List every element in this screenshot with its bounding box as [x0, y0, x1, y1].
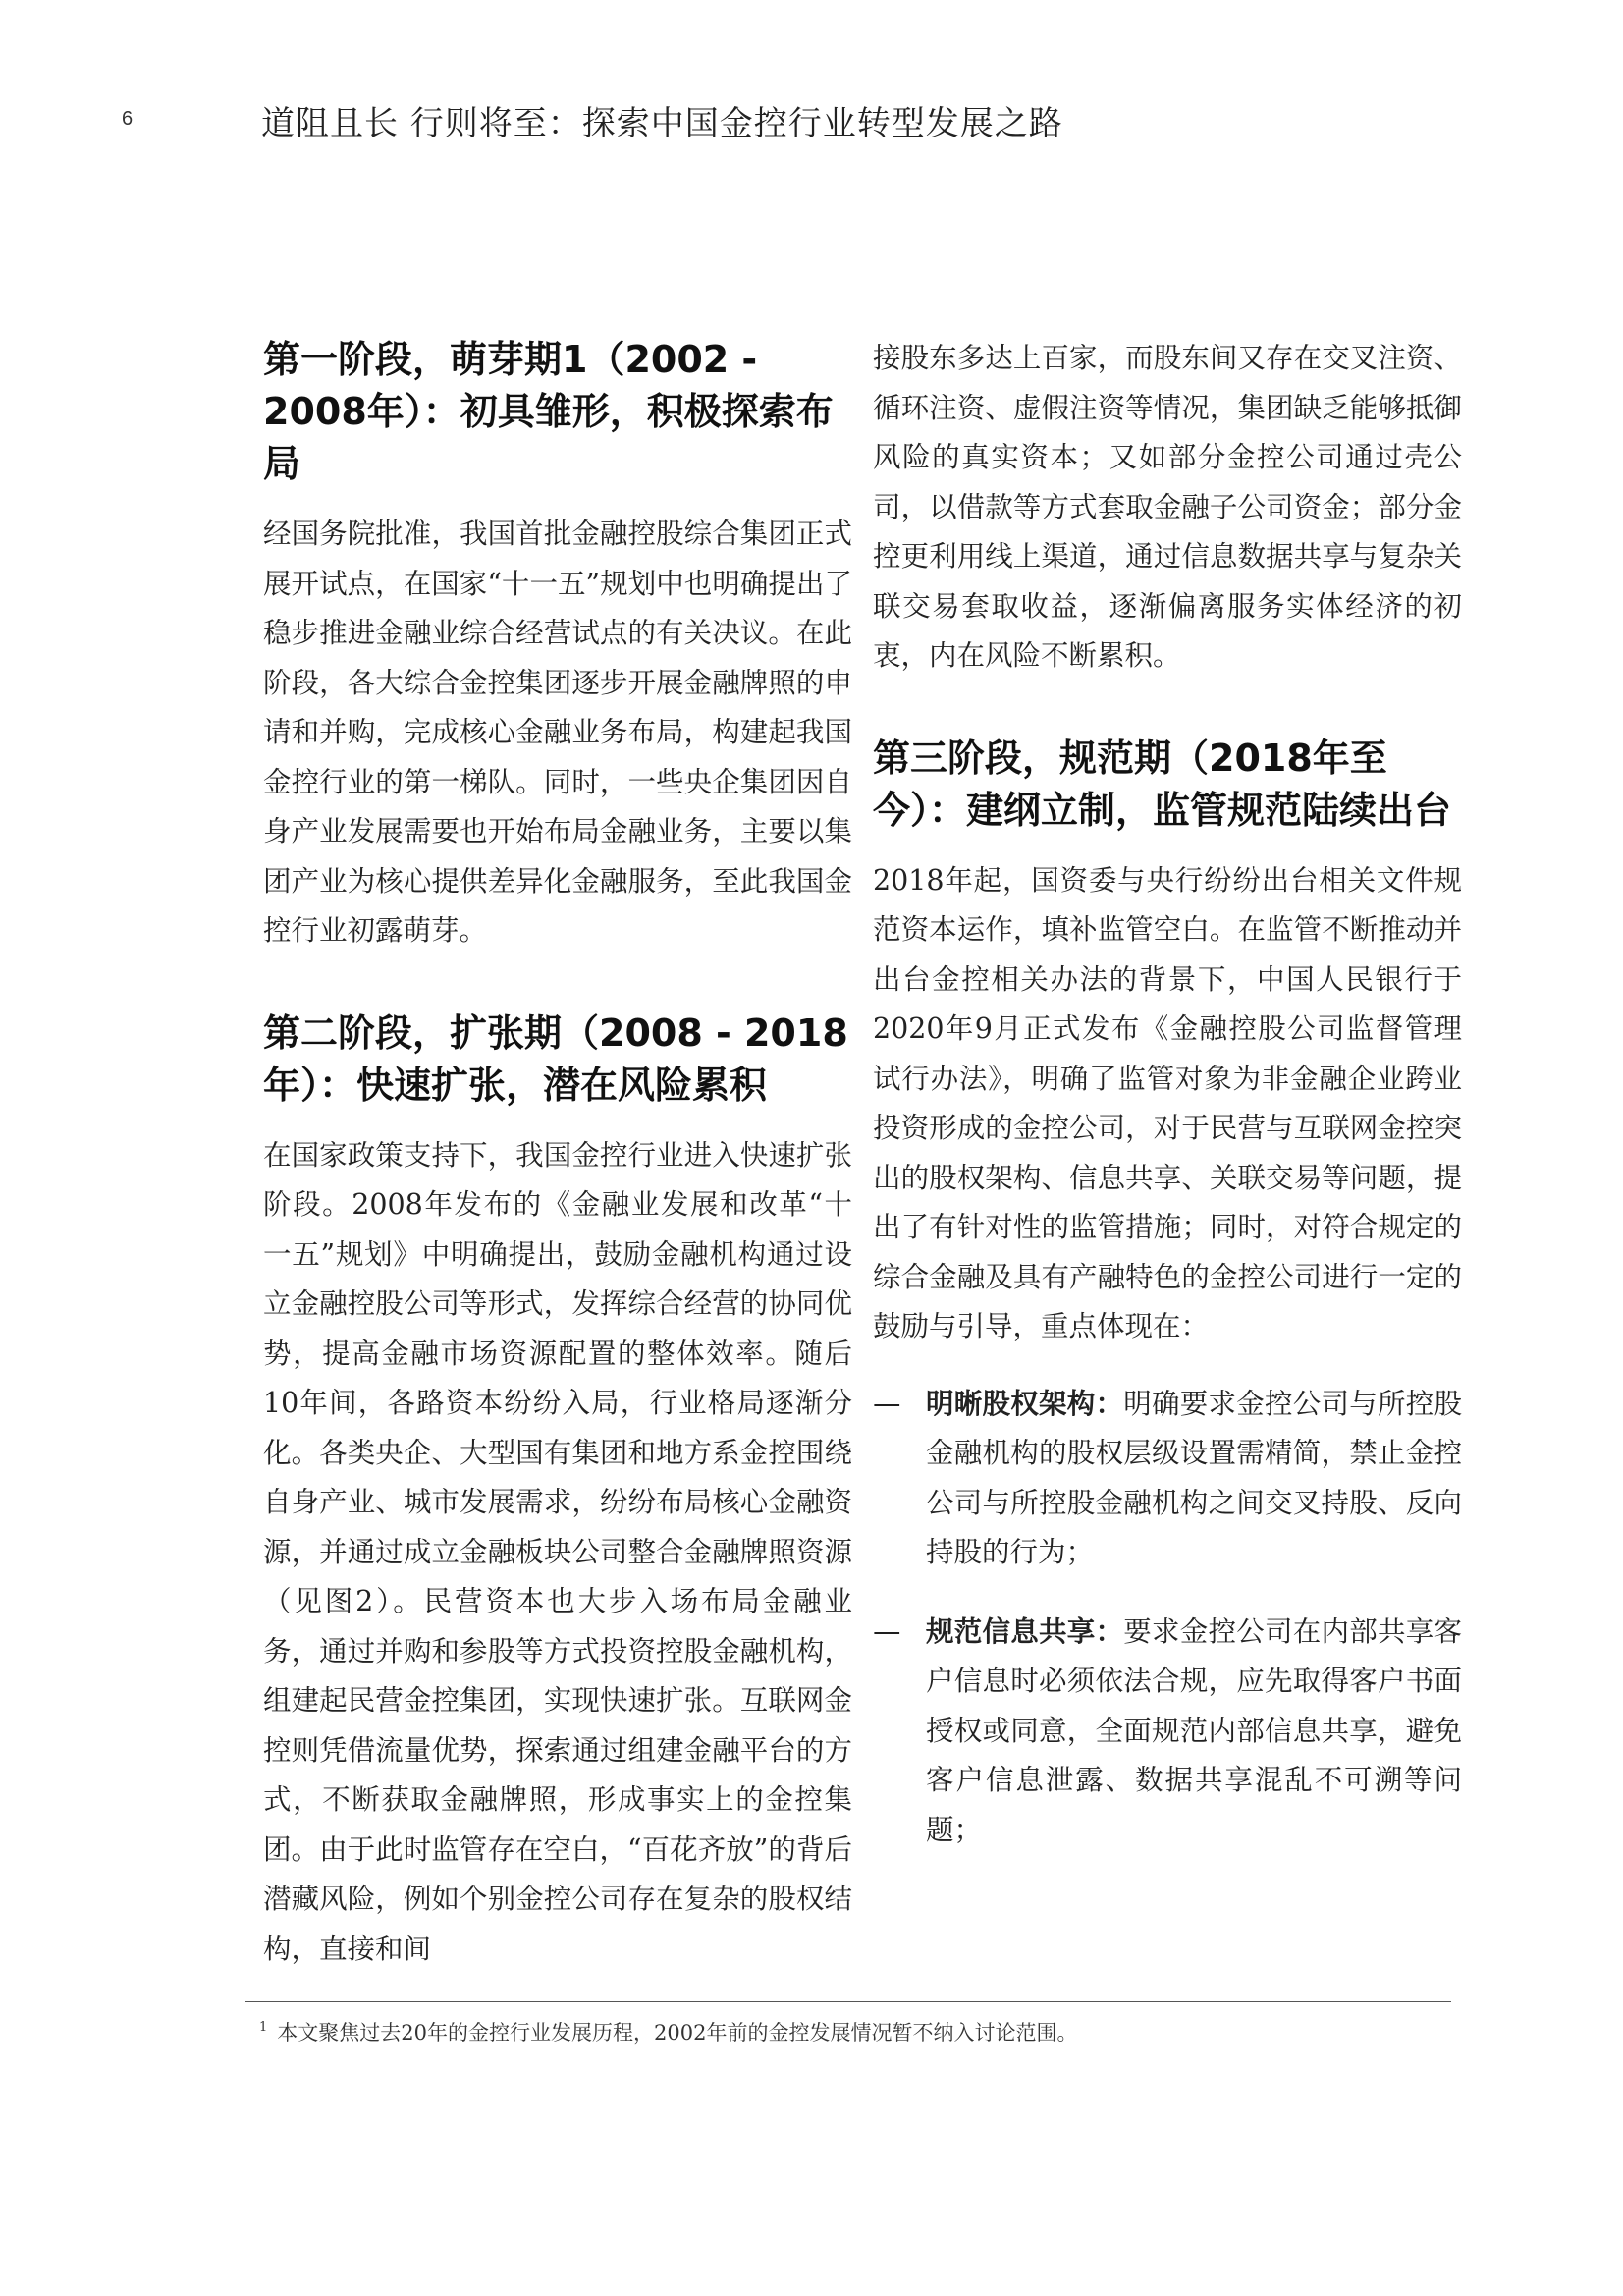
section-body-stage-2-continued: 接股东多达上百家，而股东间又存在交叉注资、循环注资、虚假注资等情况，集团缺乏能够抵御风险的真实资本；又如部分金控公司通过壳公司，以借款等方式套取金融子公司资金；部分金控更利用线上渠道，通过信息数据共享与复杂关联交易套取收益，逐渐偏离服务实体经济的初衷，内在风险不断累积。 [873, 342, 1462, 672]
section-heading-stage-1: 第一阶段，萌芽期1（2002 - 2008年）：初具雏形，积极探索布局 [263, 338, 834, 485]
list-item-paragraph [926, 1380, 1462, 1578]
section-body-stage-1: 经国务院批准，我国首批金融控股综合集团正式展开试点，在国家“十一五”规划中也明确提出了稳步推进金融业综合经营试点的有关决议。在此阶段，各大综合金控集团逐步开展金融牌照的申请和并购，完成核心金融业务布局，构建起我国金控行业的第一梯队。同时，一些央企集团因自身产业发展需要也开始布局金融业务，主要以集团产业为核心提供差异化金融服务，至此我国金控行业初露萌芽。 [263, 518, 852, 947]
list-item [873, 1608, 1462, 1856]
dash-bullet: — [873, 1387, 901, 1420]
list-item-text: 明确要求金控公司与所控股金融机构的股权层级设置需精简，禁止金控公司与所控股金融机构之间交叉持股、反向持股的行为； [926, 1387, 1462, 1568]
running-title: 道阻且长 行则将至：探索中国金控行业转型发展之路 [261, 104, 1063, 143]
section-heading-stage-3: 第三阶段，规范期（2018年至今）：建纲立制，监管规范陆续出台 [873, 736, 1452, 832]
list-item-text: 要求金控公司在内部共享客户信息时必须依法合规，应先取得客户书面授权或同意，全面规范内部信息共享，避免客户信息泄露、数据共享混乱不可溯等问题； [926, 1614, 1462, 1846]
dash-bullet: — [873, 1614, 901, 1648]
footnote-text: 本文聚焦过去20年的金控行业发展历程，2002年前的金控发展情况暂不纳入讨论范围。 [277, 2021, 1078, 2045]
section-body-stage-3: 2018年起，国资委与央行纷纷出台相关文件规范资本运作，填补监管空白。在监管不断推动并出台金控相关办法的背景下，中国人民银行于2020年9月正式发布《金融控股公司监督管理试行办法》，明确了监管对象为非金融企业跨业投资形成的金控公司，对于民营与互联网金控突出的股权架构、信息共享、关联交易等问题，提出了有针对性的监管措施；同时，对符合规定的综合金融及具有产融特色的金控公司进行一定的鼓励与引导，重点体现在： [873, 863, 1462, 1342]
list-item-term: 规范信息共享： [926, 1614, 1124, 1648]
footnote-marker: 1 [259, 2020, 268, 2035]
list-item [873, 1380, 1462, 1578]
section-body-stage-2: 在国家政策支持下，我国金控行业进入快速扩张阶段。2008年发布的《金融业发展和改革“十一五”规划》中明确提出，鼓励金融机构通过设立金融控股公司等形式，发挥综合经营的协同优势，提高金融市场资源配置的整体效率。随后10年间，各路资本纷纷入局，行业格局逐渐分化。各类央企、大型国有集团和地方系金控围绕自身产业、城市发展需求，纷纷布局核心金融资源，并通过成立金融板块公司整合金融牌照资源（见图2）。民营资本也大步入场布局金融业务，通过并购和参股等方式投资控股金融机构，组建起民营金控集团，实现快速扩张。互联网金控则凭借流量优势，探索通过组建金融平台的方式，不断获取金融牌照，形成事实上的金控集团。由于此时监管存在空白，“百花齐放”的背后潜藏风险，例如个别金控公司存在复杂的股权结构，直接和间 [263, 1138, 852, 1965]
page-number: 6 [122, 108, 134, 130]
key-points-list [873, 1380, 1462, 1856]
right-column [873, 334, 1462, 1885]
footnote-divider [245, 2001, 1451, 2002]
section-heading-stage-2: 第二阶段，扩张期（2008 - 2018年）：快速扩张，潜在风险累积 [263, 1011, 848, 1107]
list-item-term: 明晰股权架构： [926, 1387, 1124, 1420]
left-column [263, 334, 852, 1974]
footnote [259, 2013, 1077, 2048]
list-item-paragraph [926, 1608, 1462, 1856]
